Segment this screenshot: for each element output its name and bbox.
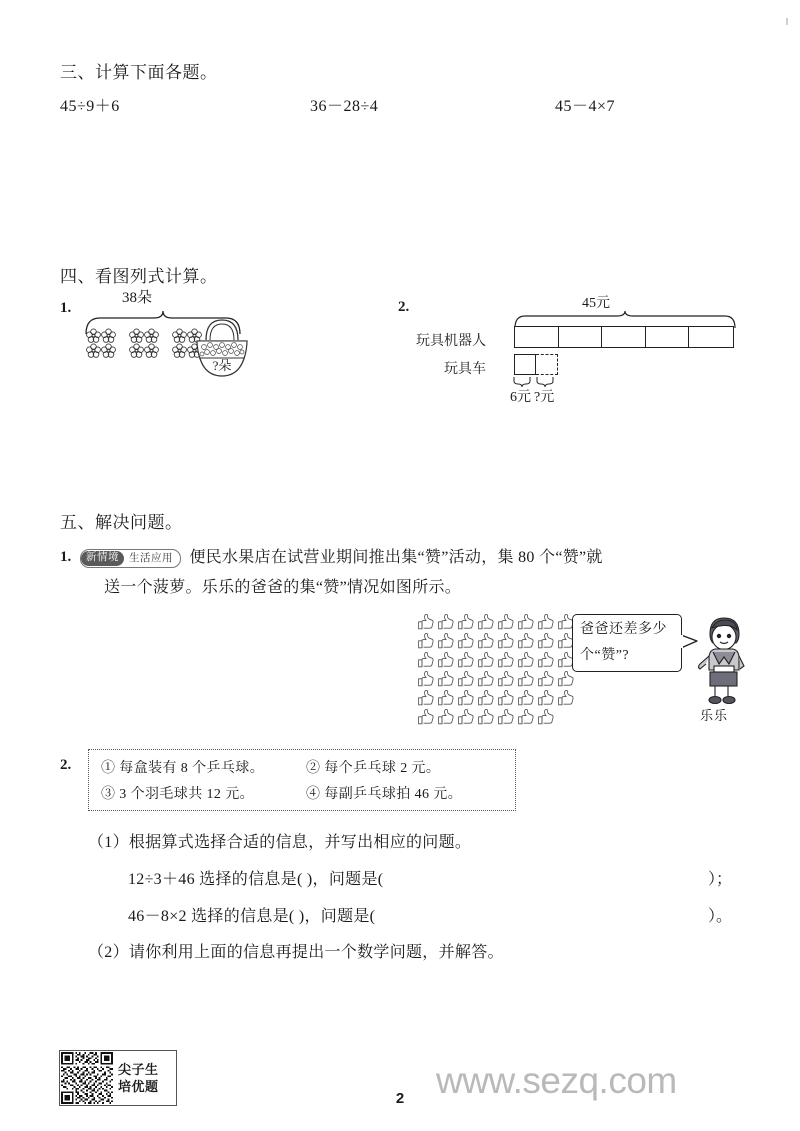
section-4-problem-2-number: 2.	[398, 299, 410, 315]
flower-icon	[172, 343, 187, 358]
expression-3: 45－4×7	[555, 98, 616, 115]
thumbs-up-icon	[536, 631, 556, 650]
bar-row-car	[514, 354, 558, 375]
flowers-total-label: 38朵	[122, 290, 153, 306]
problem-2-q2-label: （2）请你利用上面的信息再提出一个数学问题，并解答。	[88, 944, 504, 961]
speech-bubble	[572, 614, 682, 672]
flower-icon	[86, 328, 101, 343]
thumbs-up-icon	[496, 631, 516, 650]
expression-1: 45÷9＋6	[60, 98, 120, 115]
info-line-2	[101, 782, 505, 808]
thumbs-up-icon	[516, 631, 536, 650]
page-number: 2	[395, 1090, 405, 1107]
section-4-problem-1-number: 1.	[60, 300, 72, 316]
thumbs-up-icon	[496, 669, 516, 688]
figure-bar-model	[410, 292, 740, 405]
section-3-title: 三、计算下面各题。	[60, 63, 218, 82]
info-item-1: ① 每盒装有 8 个乒乓球。	[101, 761, 265, 776]
section-5-problem-2-number: 2.	[60, 757, 72, 773]
thumbs-up-icon	[436, 688, 456, 707]
bar-cell-dashed	[536, 354, 558, 375]
flower-icon	[129, 328, 144, 343]
bar-row-1-label: 玩具机器人	[416, 334, 486, 349]
problem-1-line-2: 送一个菠萝。乐乐的爸爸的集“赞”情况如图所示。	[104, 579, 462, 596]
section-5-title: 五、解决问题。	[60, 513, 183, 532]
thumbs-up-icon	[476, 650, 496, 669]
thumbs-up-icon	[436, 650, 456, 669]
fill-row-2-end: ）。	[708, 908, 733, 925]
flower-icon	[129, 343, 144, 358]
flower-icon	[101, 328, 116, 343]
flower-icon	[144, 343, 159, 358]
thumbs-up-icon	[476, 631, 496, 650]
thumbs-up-icon	[416, 631, 436, 650]
thumbs-up-icon	[456, 650, 476, 669]
thumbs-up-icon	[476, 688, 496, 707]
fill-row-1: 12÷3＋46 选择的信息是( )，问题是(	[128, 871, 384, 888]
thumbs-up-icon	[436, 612, 456, 631]
info-item-4: ④ 每副乒乓球拍 46 元。	[306, 787, 463, 802]
bar-total-label: 45元	[582, 296, 610, 311]
info-options-box	[88, 749, 516, 811]
section-3-expressions	[60, 93, 760, 116]
thumbs-up-icon	[416, 612, 436, 631]
thumbs-up-icon	[416, 688, 436, 707]
bar-cell	[689, 327, 733, 347]
bar-cell	[646, 327, 690, 347]
thumbs-up-icon	[436, 707, 456, 726]
thumbs-up-icon	[456, 688, 476, 707]
info-line-1	[101, 756, 505, 782]
thumbs-up-icon	[536, 669, 556, 688]
bar-cell	[602, 327, 646, 347]
bar-cell	[559, 327, 603, 347]
tag-new-context: 新情境	[81, 551, 124, 566]
expression-2: 36－28÷4	[310, 98, 379, 115]
flower-group-container	[86, 328, 202, 358]
character-boy-icon	[694, 612, 752, 708]
problem-tag-group	[80, 549, 181, 568]
thumbs-up-icon	[556, 669, 576, 688]
fill-row-2: 46－8×2 选择的信息是( )，问题是(	[128, 908, 376, 925]
thumbs-up-icon	[516, 688, 536, 707]
flower-group	[86, 328, 116, 358]
problem-2-q1-label: （1）根据算式选择合适的信息，并写出相应的问题。	[88, 834, 472, 851]
thumbs-up-icon	[516, 612, 536, 631]
page-corner-speck	[786, 18, 788, 25]
thumbs-up-icon	[456, 707, 476, 726]
watermark: www.sezq.com	[436, 1060, 677, 1101]
speech-line-1: 爸爸还差多少	[580, 622, 667, 637]
thumbs-up-icon	[436, 669, 456, 688]
problem-1-text	[80, 543, 770, 573]
thumbs-up-icon	[416, 669, 436, 688]
thumbs-up-icon	[536, 612, 556, 631]
thumbs-up-icon	[496, 707, 516, 726]
thumbs-up-icon	[496, 612, 516, 631]
thumbs-up-icon	[496, 650, 516, 669]
bar-cell	[515, 327, 559, 347]
bar-cell-solid	[514, 354, 536, 375]
section-5-problem-1-number: 1.	[60, 549, 72, 565]
flower-icon	[172, 328, 187, 343]
speech-line-2: 个“赞”?	[580, 648, 630, 663]
thumbs-up-icon	[456, 631, 476, 650]
thumbs-up-grid	[416, 612, 576, 726]
bar-row-2-label: 玩具车	[444, 362, 486, 377]
thumbs-up-icon	[436, 631, 456, 650]
bar-row-robot	[514, 326, 734, 348]
qr-caption-line-2: 培优题	[118, 1079, 159, 1094]
tag-life-application: 生活应用	[129, 552, 173, 564]
flower-icon	[144, 328, 159, 343]
basket-label-text: ?朵	[212, 358, 232, 373]
problem-1-line-1: 便民水果店在试营业期间推出集“赞”活动，集 80 个“赞”就	[189, 549, 603, 566]
bar-car-solid-label: 6元	[510, 390, 531, 405]
thumbs-up-icon	[416, 707, 436, 726]
thumbs-up-icon	[496, 688, 516, 707]
thumbs-up-icon	[456, 669, 476, 688]
thumbs-up-icon	[516, 650, 536, 669]
thumbs-up-icon	[536, 707, 556, 726]
thumbs-up-icon	[556, 688, 576, 707]
qr-caption-line-1: 尖子生	[118, 1062, 159, 1077]
figure-flowers-basket	[84, 286, 254, 396]
thumbs-up-icon	[516, 669, 536, 688]
thumbs-up-icon	[516, 707, 536, 726]
section-4-title: 四、看图列式计算。	[60, 267, 218, 286]
flower-icon	[101, 343, 116, 358]
thumbs-up-icon	[456, 612, 476, 631]
fill-row-1-end: ）；	[708, 871, 733, 888]
basket-figure	[192, 314, 252, 391]
bar-car-dashed-label: ?元	[534, 390, 555, 405]
thumbs-up-icon	[476, 669, 496, 688]
thumbs-up-icon	[476, 707, 496, 726]
info-item-3: ③ 3 个羽毛球共 12 元。	[101, 787, 254, 802]
info-item-2: ② 每个乒乓球 2 元。	[306, 761, 441, 776]
thumbs-up-icon	[536, 688, 556, 707]
flower-group	[129, 328, 159, 358]
character-name-label: 乐乐	[700, 708, 729, 723]
thumbs-up-icon	[416, 650, 436, 669]
thumbs-up-icon	[536, 650, 556, 669]
thumbs-up-icon	[476, 612, 496, 631]
flower-icon	[86, 343, 101, 358]
basket-icon	[192, 314, 252, 386]
